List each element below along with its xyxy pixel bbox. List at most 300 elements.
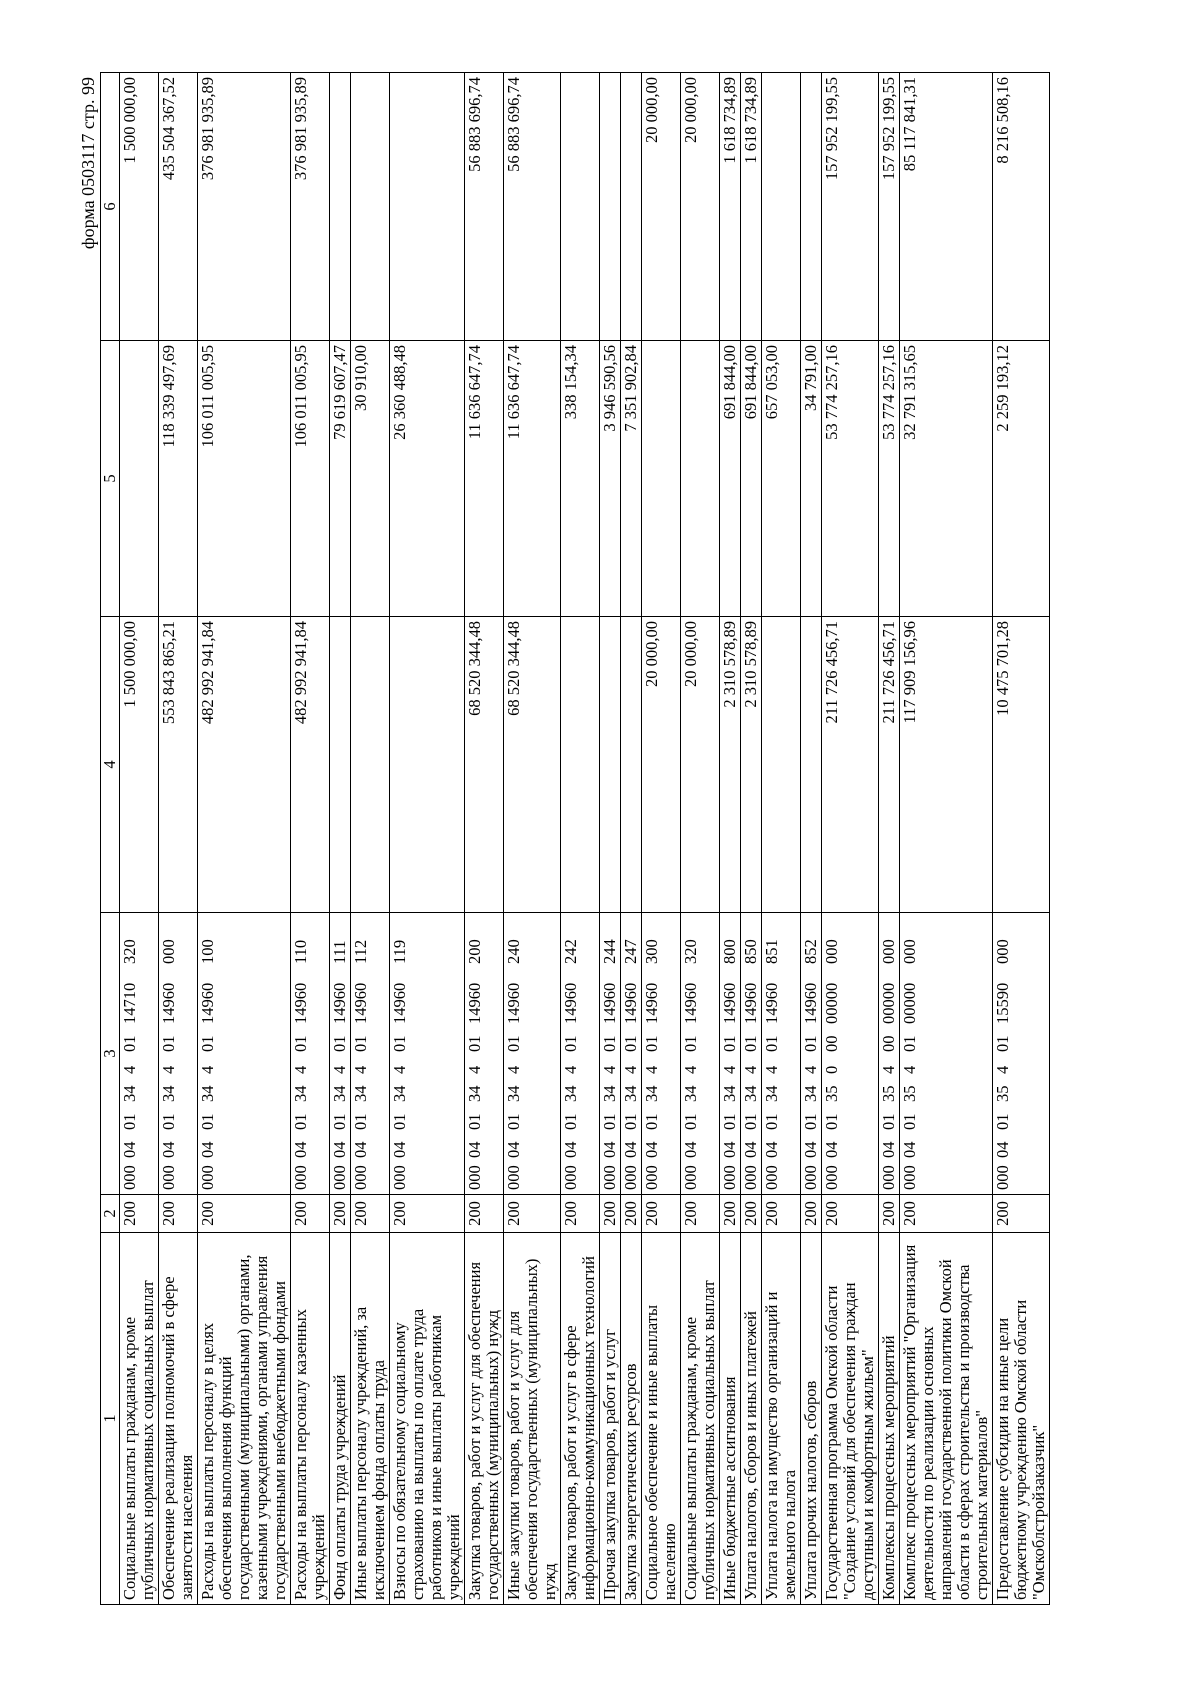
classification-code: [823, 917, 841, 1190]
amount-cell-c5: 3 946 590,56: [600, 341, 621, 617]
amount-cell-c6: 8 216 508,16: [993, 73, 1050, 341]
row-code-cell: 200: [993, 1195, 1050, 1233]
code-segment: 00: [822, 1035, 841, 1052]
amount-cell-c6: 56 883 696,74: [465, 73, 504, 341]
code-segment: 000: [291, 1165, 310, 1190]
code-segment: 800: [720, 939, 739, 964]
code-segment: 000: [879, 1165, 898, 1190]
table-row: [600, 73, 621, 1605]
row-code-cell: 200: [159, 1195, 198, 1233]
column-header-6: 6: [101, 73, 120, 341]
classification-code: [742, 917, 760, 1190]
code-segment: 110: [291, 939, 310, 964]
amount-cell-c5: 7 351 902,84: [621, 341, 642, 617]
code-segment: 14960: [561, 982, 580, 1024]
code-segment: 000: [720, 1165, 739, 1190]
classification-code: [292, 917, 310, 1190]
amount-cell-c4: 482 992 941,84: [291, 617, 330, 913]
code-segment: 34: [159, 1085, 178, 1102]
code-segment: 14960: [762, 982, 781, 1024]
code-segment: 000: [822, 1165, 841, 1190]
amount-cell-c4: [330, 617, 351, 913]
budget-classification-code-cell: [291, 913, 330, 1195]
indicator-name-cell: Иные бюджетные ассигнования: [720, 1233, 741, 1605]
code-segment: 242: [561, 939, 580, 964]
table-row: [465, 73, 504, 1605]
code-segment: 04: [120, 1141, 139, 1158]
row-code-cell: 200: [504, 1195, 561, 1233]
amount-cell-c5: 53 774 257,16: [822, 341, 879, 617]
code-segment: 000: [801, 1165, 820, 1190]
code-segment: 01: [561, 1113, 580, 1130]
code-segment: 850: [741, 939, 760, 964]
code-segment: 320: [120, 939, 139, 964]
amount-cell-c4: [762, 617, 801, 913]
code-segment: 14960: [390, 982, 409, 1024]
code-segment: 01: [801, 1113, 820, 1130]
code-segment: 852: [801, 939, 820, 964]
budget-classification-code-cell: [351, 913, 390, 1195]
code-segment: 34: [762, 1085, 781, 1102]
indicator-name-cell: Социальные выплаты гражданам, кроме публичных нормативных социальных выплат: [681, 1233, 720, 1605]
amount-cell-c5: 691 844,00: [741, 341, 762, 617]
code-segment: 14960: [330, 982, 349, 1024]
code-segment: 000: [621, 1165, 640, 1190]
code-segment: 34: [621, 1085, 640, 1102]
code-segment: 04: [465, 1141, 484, 1158]
code-segment: 04: [642, 1141, 661, 1158]
budget-classification-code-cell: [465, 913, 504, 1195]
amount-cell-c4: 117 909 156,96: [900, 617, 993, 913]
column-header-5: 5: [101, 341, 120, 617]
code-segment: 04: [762, 1141, 781, 1158]
code-segment: 04: [741, 1141, 760, 1158]
code-segment: 4: [900, 1065, 919, 1074]
table-row: [198, 73, 291, 1605]
code-segment: 4: [600, 1065, 619, 1074]
table-row: [681, 73, 720, 1605]
amount-cell-c6: 1 618 734,89: [741, 73, 762, 341]
code-segment: 34: [642, 1085, 661, 1102]
code-segment: 01: [741, 1113, 760, 1130]
code-segment: 04: [801, 1141, 820, 1158]
row-code-cell: 200: [621, 1195, 642, 1233]
row-code-cell: 200: [561, 1195, 600, 1233]
table-row: [351, 73, 390, 1605]
row-code-cell: 200: [465, 1195, 504, 1233]
code-segment: 01: [120, 1113, 139, 1130]
code-segment: 34: [198, 1085, 217, 1102]
code-segment: 14960: [801, 982, 820, 1024]
amount-cell-c5: [681, 341, 720, 617]
code-segment: 4: [198, 1065, 217, 1074]
amount-cell-c6: [330, 73, 351, 341]
amount-cell-c4: [351, 617, 390, 913]
code-segment: 14960: [600, 982, 619, 1024]
row-code-cell: 200: [900, 1195, 993, 1233]
indicator-name-cell: Прочая закупка товаров, работ и услуг: [600, 1233, 621, 1605]
budget-classification-code-cell: [198, 913, 291, 1195]
code-segment: 00000: [900, 982, 919, 1024]
code-segment: 00: [879, 1035, 898, 1052]
row-code-cell: 200: [351, 1195, 390, 1233]
amount-cell-c5: 11 636 647,74: [465, 341, 504, 617]
row-code-cell: 200: [681, 1195, 720, 1233]
code-segment: 4: [762, 1065, 781, 1074]
code-segment: 04: [621, 1141, 640, 1158]
column-header-1: 1: [101, 1233, 120, 1605]
code-segment: 4: [879, 1065, 898, 1074]
code-segment: 04: [330, 1141, 349, 1158]
code-segment: 4: [561, 1065, 580, 1074]
code-segment: 200: [465, 939, 484, 964]
table-row: [801, 73, 822, 1605]
code-segment: 01: [504, 1113, 523, 1130]
code-segment: 01: [330, 1113, 349, 1130]
code-segment: 4: [801, 1065, 820, 1074]
table-row: [504, 73, 561, 1605]
indicator-name-cell: Комплексы процессных мероприятий: [879, 1233, 900, 1605]
code-segment: 14960: [642, 982, 661, 1024]
classification-code: [721, 917, 739, 1190]
code-segment: 01: [720, 1035, 739, 1052]
amount-cell-c4: 2 310 578,89: [741, 617, 762, 913]
budget-classification-code-cell: [561, 913, 600, 1195]
code-segment: 244: [600, 939, 619, 964]
row-code-cell: 200: [879, 1195, 900, 1233]
code-segment: 04: [561, 1141, 580, 1158]
amount-cell-c6: 376 981 935,89: [291, 73, 330, 341]
amount-cell-c4: 20 000,00: [642, 617, 681, 913]
code-segment: 000: [762, 1165, 781, 1190]
budget-classification-code-cell: [681, 913, 720, 1195]
amount-cell-c5: 691 844,00: [720, 341, 741, 617]
amount-cell-c4: 211 726 456,71: [879, 617, 900, 913]
table-row: [741, 73, 762, 1605]
code-segment: 851: [762, 939, 781, 964]
code-segment: 14960: [504, 982, 523, 1024]
indicator-name-cell: Взносы по обязательному социальному страхованию на выплаты по оплате труда работников и иные выплаты работникам учреждений: [390, 1233, 465, 1605]
code-segment: 247: [621, 939, 640, 964]
indicator-name-cell: Обеспечение реализации полномочий в сфере занятости населения: [159, 1233, 198, 1605]
code-segment: 04: [390, 1141, 409, 1158]
budget-classification-code-cell: [621, 913, 642, 1195]
amount-cell-c5: 30 910,00: [351, 341, 390, 617]
indicator-name-cell: Социальное обеспечение и иные выплаты населению: [642, 1233, 681, 1605]
table-row: [762, 73, 801, 1605]
code-segment: 34: [120, 1085, 139, 1102]
code-segment: 01: [621, 1113, 640, 1130]
amount-cell-c4: 10 475 701,28: [993, 617, 1050, 913]
code-segment: 34: [465, 1085, 484, 1102]
code-segment: 04: [993, 1141, 1012, 1158]
amount-cell-c4: 68 520 344,48: [465, 617, 504, 913]
amount-cell-c6: 85 117 841,31: [900, 73, 993, 341]
row-code-cell: 200: [390, 1195, 465, 1233]
budget-classification-code-cell: [900, 913, 993, 1195]
code-segment: 04: [900, 1141, 919, 1158]
code-segment: 01: [351, 1035, 370, 1052]
code-segment: 14960: [621, 982, 640, 1024]
code-segment: 4: [390, 1065, 409, 1074]
amount-cell-c5: 34 791,00: [801, 341, 822, 617]
table-row: [822, 73, 879, 1605]
code-segment: 000: [600, 1165, 619, 1190]
amount-cell-c4: 20 000,00: [681, 617, 720, 913]
amount-cell-c5: 53 774 257,16: [879, 341, 900, 617]
code-segment: 01: [720, 1113, 739, 1130]
code-segment: 14960: [351, 982, 370, 1024]
code-segment: 300: [642, 939, 661, 964]
column-header-3: 3: [101, 913, 120, 1195]
table-row: [879, 73, 900, 1605]
code-segment: 4: [465, 1065, 484, 1074]
code-segment: 04: [291, 1141, 310, 1158]
code-segment: 119: [390, 939, 409, 964]
table-row: [720, 73, 741, 1605]
code-segment: 100: [198, 939, 217, 964]
code-segment: 15590: [993, 982, 1012, 1024]
code-segment: 000: [879, 939, 898, 964]
code-segment: 000: [741, 1165, 760, 1190]
amount-cell-c5: 79 619 607,47: [330, 341, 351, 617]
classification-code: [682, 917, 700, 1190]
indicator-name-cell: Уплата налогов, сборов и иных платежей: [741, 1233, 762, 1605]
code-segment: 01: [879, 1113, 898, 1130]
table-row: [390, 73, 465, 1605]
classification-code: [901, 917, 919, 1190]
code-segment: 34: [390, 1085, 409, 1102]
code-segment: 01: [351, 1113, 370, 1130]
code-segment: 112: [351, 939, 370, 964]
amount-cell-c6: 20 000,00: [642, 73, 681, 341]
budget-classification-code-cell: [642, 913, 681, 1195]
code-segment: 01: [159, 1035, 178, 1052]
code-segment: 14960: [291, 982, 310, 1024]
code-segment: 01: [600, 1113, 619, 1130]
budget-classification-code-cell: [390, 913, 465, 1195]
code-segment: 34: [681, 1085, 700, 1102]
code-segment: 000: [642, 1165, 661, 1190]
budget-classification-code-cell: [879, 913, 900, 1195]
code-segment: 000: [822, 939, 841, 964]
code-segment: 4: [120, 1065, 139, 1074]
code-segment: 4: [741, 1065, 760, 1074]
code-segment: 01: [561, 1035, 580, 1052]
code-segment: 04: [600, 1141, 619, 1158]
budget-classification-code-cell: [159, 913, 198, 1195]
row-code-cell: 200: [291, 1195, 330, 1233]
amount-cell-c6: [351, 73, 390, 341]
row-code-cell: 200: [822, 1195, 879, 1233]
code-segment: 04: [351, 1141, 370, 1158]
classification-code: [622, 917, 640, 1190]
row-code-cell: 200: [642, 1195, 681, 1233]
code-segment: 000: [159, 939, 178, 964]
column-header-2: 2: [101, 1195, 120, 1233]
code-segment: 35: [822, 1085, 841, 1102]
table-row: [993, 73, 1050, 1605]
amount-cell-c6: 435 504 367,52: [159, 73, 198, 341]
amount-cell-c6: [762, 73, 801, 341]
row-code-cell: 200: [330, 1195, 351, 1233]
code-segment: 01: [198, 1113, 217, 1130]
column-header-4: 4: [101, 617, 120, 913]
code-segment: 01: [120, 1035, 139, 1052]
amount-cell-c6: 1 618 734,89: [720, 73, 741, 341]
classification-code: [391, 917, 409, 1190]
classification-code: [466, 917, 484, 1190]
amount-cell-c5: 26 360 488,48: [390, 341, 465, 617]
budget-classification-code-cell: [600, 913, 621, 1195]
code-segment: 01: [390, 1035, 409, 1052]
code-segment: 01: [822, 1113, 841, 1130]
table-row: [642, 73, 681, 1605]
amount-cell-c6: [801, 73, 822, 341]
table-row: [120, 73, 159, 1605]
code-segment: 000: [351, 1165, 370, 1190]
code-segment: 000: [390, 1165, 409, 1190]
code-segment: 01: [681, 1113, 700, 1130]
code-segment: 000: [330, 1165, 349, 1190]
row-code-cell: 200: [720, 1195, 741, 1233]
amount-cell-c6: 20 000,00: [681, 73, 720, 341]
code-segment: 04: [504, 1141, 523, 1158]
code-segment: 000: [198, 1165, 217, 1190]
amount-cell-c5: 106 011 005,95: [198, 341, 291, 617]
code-segment: 000: [993, 939, 1012, 964]
code-segment: 4: [351, 1065, 370, 1074]
amount-cell-c5: 2 259 193,12: [993, 341, 1050, 617]
code-segment: 01: [642, 1113, 661, 1130]
indicator-name-cell: Социальные выплаты гражданам, кроме публичных нормативных социальных выплат: [120, 1233, 159, 1605]
code-segment: 000: [993, 1165, 1012, 1190]
indicator-name-cell: Комплекс процессных мероприятий "Организация деятельности по реализации основных направлений государственной политики Омской области в сферах строительства и производства строительных материалов": [900, 1233, 993, 1605]
code-segment: 14710: [120, 982, 139, 1024]
code-segment: 01: [642, 1035, 661, 1052]
indicator-name-cell: Закупка товаров, работ и услуг для обеспечения государственных (муниципальных) нужд: [465, 1233, 504, 1605]
amount-cell-c4: 1 500 000,00: [120, 617, 159, 913]
classification-code: [352, 917, 370, 1190]
amount-cell-c6: [561, 73, 600, 341]
table-row: [561, 73, 600, 1605]
code-segment: 34: [600, 1085, 619, 1102]
code-segment: 4: [720, 1065, 739, 1074]
classification-code: [880, 917, 898, 1190]
code-segment: 000: [561, 1165, 580, 1190]
code-segment: 000: [159, 1165, 178, 1190]
code-segment: 000: [504, 1165, 523, 1190]
indicator-name-cell: Расходы на выплаты персоналу казенных учреждений: [291, 1233, 330, 1605]
table-row: [900, 73, 993, 1605]
budget-classification-code-cell: [720, 913, 741, 1195]
code-segment: 0: [822, 1065, 841, 1074]
code-segment: 14960: [720, 982, 739, 1024]
row-code-cell: 200: [741, 1195, 762, 1233]
code-segment: 4: [291, 1065, 310, 1074]
code-segment: 4: [504, 1065, 523, 1074]
code-segment: 04: [879, 1141, 898, 1158]
code-segment: 04: [720, 1141, 739, 1158]
amount-cell-c6: [390, 73, 465, 341]
code-segment: 01: [900, 1035, 919, 1052]
code-segment: 14960: [159, 982, 178, 1024]
budget-classification-code-cell: [801, 913, 822, 1195]
indicator-name-cell: Государственная программа Омской области "Создание условий для обеспечения граждан доступным и комфортным жильем": [822, 1233, 879, 1605]
code-segment: 14960: [465, 982, 484, 1024]
budget-execution-table: [100, 72, 1050, 1605]
amount-cell-c5: 338 154,34: [561, 341, 600, 617]
amount-cell-c6: 56 883 696,74: [504, 73, 561, 341]
code-segment: 01: [993, 1113, 1012, 1130]
code-segment: 01: [465, 1113, 484, 1130]
code-segment: 01: [681, 1035, 700, 1052]
amount-cell-c4: [621, 617, 642, 913]
row-code-cell: 200: [762, 1195, 801, 1233]
amount-cell-c6: 157 952 199,55: [822, 73, 879, 341]
budget-classification-code-cell: [120, 913, 159, 1195]
classification-code: [331, 917, 349, 1190]
code-segment: 111: [330, 940, 349, 964]
budget-classification-code-cell: [741, 913, 762, 1195]
indicator-name-cell: Фонд оплаты труда учреждений: [330, 1233, 351, 1605]
classification-code: [121, 917, 139, 1190]
table-body: [120, 73, 1050, 1605]
classification-code: [802, 917, 820, 1190]
code-segment: 04: [822, 1141, 841, 1158]
amount-cell-c5: 11 636 647,74: [504, 341, 561, 617]
code-segment: 34: [720, 1085, 739, 1102]
code-segment: 4: [159, 1065, 178, 1074]
indicator-name-cell: Предоставление субсидии на иные цели бюджетному учреждению Омской области "Омскоблстройзаказчик": [993, 1233, 1050, 1605]
amount-cell-c5: 32 791 315,65: [900, 341, 993, 617]
amount-cell-c6: 157 952 199,55: [879, 73, 900, 341]
code-segment: 4: [681, 1065, 700, 1074]
code-segment: 35: [993, 1085, 1012, 1102]
amount-cell-c5: [120, 341, 159, 617]
code-segment: 01: [159, 1113, 178, 1130]
budget-classification-code-cell: [762, 913, 801, 1195]
amount-cell-c6: 1 500 000,00: [120, 73, 159, 341]
classification-code: [562, 917, 580, 1190]
code-segment: 4: [621, 1065, 640, 1074]
code-segment: 01: [900, 1113, 919, 1130]
amount-cell-c6: [600, 73, 621, 341]
indicator-name-cell: Уплата прочих налогов, сборов: [801, 1233, 822, 1605]
code-segment: 01: [330, 1035, 349, 1052]
amount-cell-c6: [621, 73, 642, 341]
code-segment: 01: [465, 1035, 484, 1052]
amount-cell-c4: 68 520 344,48: [504, 617, 561, 913]
classification-code: [643, 917, 661, 1190]
indicator-name-cell: Расходы на выплаты персоналу в целях обеспечения выполнения функций государственными (муниципальными) органами, казенными учреждениями, органами управления государственными внебюджетными фондами: [198, 1233, 291, 1605]
code-segment: 14960: [681, 982, 700, 1024]
code-segment: 01: [762, 1113, 781, 1130]
classification-code: [601, 917, 619, 1190]
code-segment: 34: [291, 1085, 310, 1102]
row-code-cell: 200: [600, 1195, 621, 1233]
code-segment: 00000: [879, 982, 898, 1024]
code-segment: 000: [900, 1165, 919, 1190]
code-segment: 00000: [822, 982, 841, 1024]
code-segment: 04: [681, 1141, 700, 1158]
amount-cell-c5: 106 011 005,95: [291, 341, 330, 617]
code-segment: 01: [390, 1113, 409, 1130]
amount-cell-c6: 376 981 935,89: [198, 73, 291, 341]
budget-classification-code-cell: [822, 913, 879, 1195]
amount-cell-c4: [600, 617, 621, 913]
code-segment: 04: [198, 1141, 217, 1158]
